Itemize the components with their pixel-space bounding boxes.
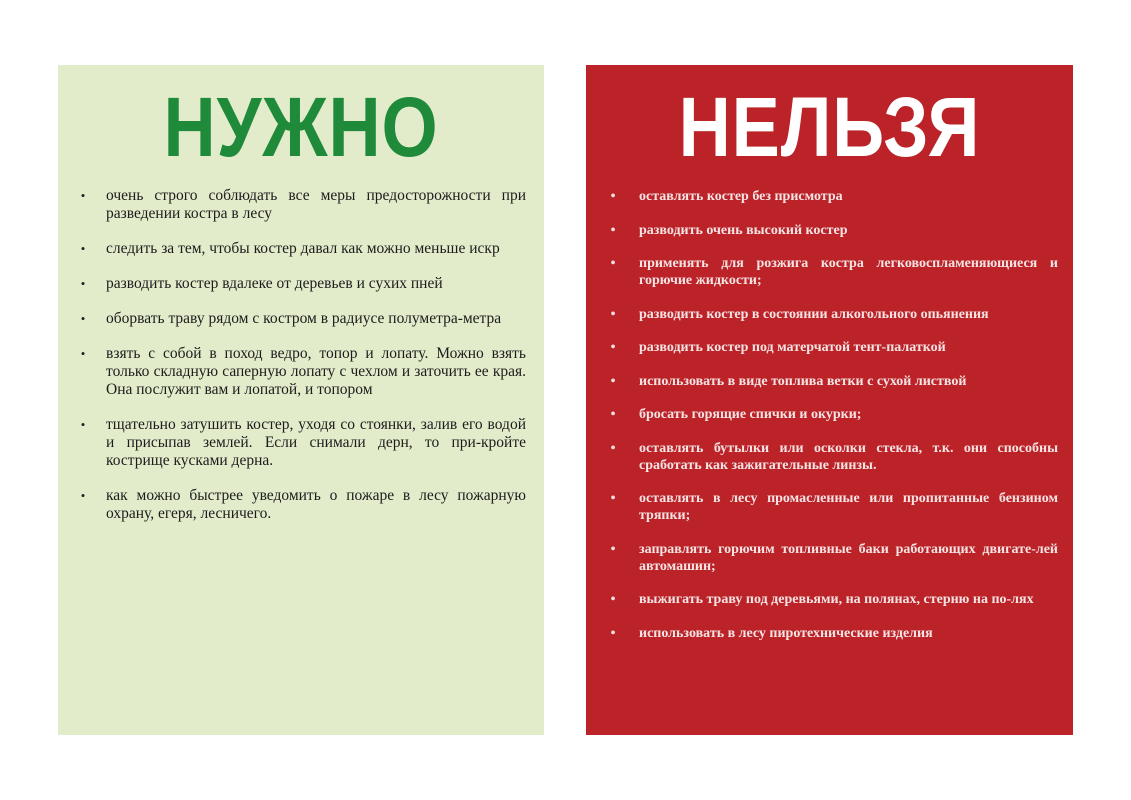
dont-item-text: заправлять горючим топливные баки работающих двигате-лей автомашин;	[639, 541, 1058, 574]
do-list	[78, 187, 526, 540]
bullet-icon: •	[610, 188, 616, 205]
do-item-text: взять с собой в поход ведро, топор и лопату. Можно взять только складную саперную лопату с чехлом и заточить ее края. Она послужит вам и лопатой, и топором	[106, 345, 526, 398]
do-item-text: очень строго соблюдать все меры предосторожности при разведении костра в лесу	[106, 187, 526, 222]
do-panel	[58, 65, 544, 735]
dont-item-text: использовать в виде топлива ветки с сухой листвой	[639, 373, 967, 389]
bullet-icon: •	[80, 241, 86, 256]
bullet-icon: •	[610, 591, 616, 608]
dont-item-5	[608, 339, 1058, 356]
bullet-icon: •	[610, 624, 616, 642]
dont-item-3	[608, 255, 1058, 289]
do-item-3	[78, 275, 526, 293]
dont-item-text: разводить очень высокий костер	[639, 222, 848, 238]
dont-item-6	[608, 373, 1058, 390]
dont-item-text: оставлять в лесу промасленные или пропитанные бензином тряпки;	[639, 491, 1058, 523]
do-item-2	[78, 240, 526, 258]
do-item-text: как можно быстрее уведомить о пожаре в лесу пожарную охрану, егеря, лесничего.	[106, 487, 526, 522]
bullet-icon: •	[610, 339, 616, 356]
do-item-1	[78, 187, 526, 223]
dont-item-1	[608, 188, 1058, 205]
dont-item-2	[608, 222, 1058, 239]
dont-title: НЕЛЬЗЯ	[678, 80, 981, 174]
bullet-icon: •	[80, 276, 86, 291]
dont-item-text: разводить костер в состоянии алкогольного опьянения	[639, 306, 989, 322]
bullet-icon: •	[610, 221, 616, 239]
bullet-icon: •	[80, 346, 86, 361]
do-item-4	[78, 310, 526, 328]
do-item-5	[78, 345, 526, 399]
dont-item-12	[608, 625, 1058, 642]
bullet-icon: •	[610, 406, 616, 423]
dont-item-text: оставлять бутылки или осколки стекла, т.к. они способны сработать как зажигательные линзы.	[639, 440, 1058, 473]
dont-item-text: выжигать траву под деревьями, на полянах, стерню на по-лях	[639, 592, 1034, 607]
bullet-icon: •	[80, 188, 86, 203]
dont-item-text: оставлять костер без присмотра	[639, 189, 843, 204]
do-item-text: следить за тем, чтобы костер давал как можно меньше искр	[106, 240, 500, 257]
dont-item-11	[608, 591, 1058, 608]
dont-item-9	[608, 490, 1058, 524]
dont-item-text: использовать в лесу пиротехнические изделия	[639, 625, 933, 641]
do-item-text: разводить костер вдалеке от деревьев и сухих пней	[106, 275, 443, 292]
dont-item-10	[608, 541, 1058, 575]
dont-item-4	[608, 306, 1058, 323]
dont-panel	[586, 65, 1073, 735]
do-item-6	[78, 416, 526, 470]
dont-item-text: применять для розжига костра легковоспламеняющиеся и горючие жидкости;	[639, 256, 1058, 288]
bullet-icon: •	[80, 417, 86, 432]
dont-item-text: разводить костер под матерчатой тент-палаткой	[639, 340, 946, 355]
do-title: НУЖНО	[163, 80, 439, 174]
bullet-icon: •	[80, 488, 86, 503]
bullet-icon: •	[610, 540, 616, 558]
bullet-icon: •	[610, 372, 616, 390]
dont-item-8	[608, 440, 1058, 474]
dont-item-7	[608, 406, 1058, 423]
dont-item-text: бросать горящие спички и окурки;	[639, 407, 862, 422]
bullet-icon: •	[610, 305, 616, 323]
do-item-text: оборвать траву рядом с костром в радиусе полуметра-метра	[106, 310, 502, 327]
bullet-icon: •	[80, 311, 86, 326]
do-item-7	[78, 487, 526, 523]
bullet-icon: •	[610, 439, 616, 457]
dont-list	[608, 188, 1058, 658]
bullet-icon: •	[610, 255, 616, 272]
bullet-icon: •	[610, 490, 616, 507]
do-item-text: тщательно затушить костер, уходя со стоянки, залив его водой и присыпав землей. Если снимали дерн, то при-кройте кострище кусками дерна.	[106, 416, 526, 469]
